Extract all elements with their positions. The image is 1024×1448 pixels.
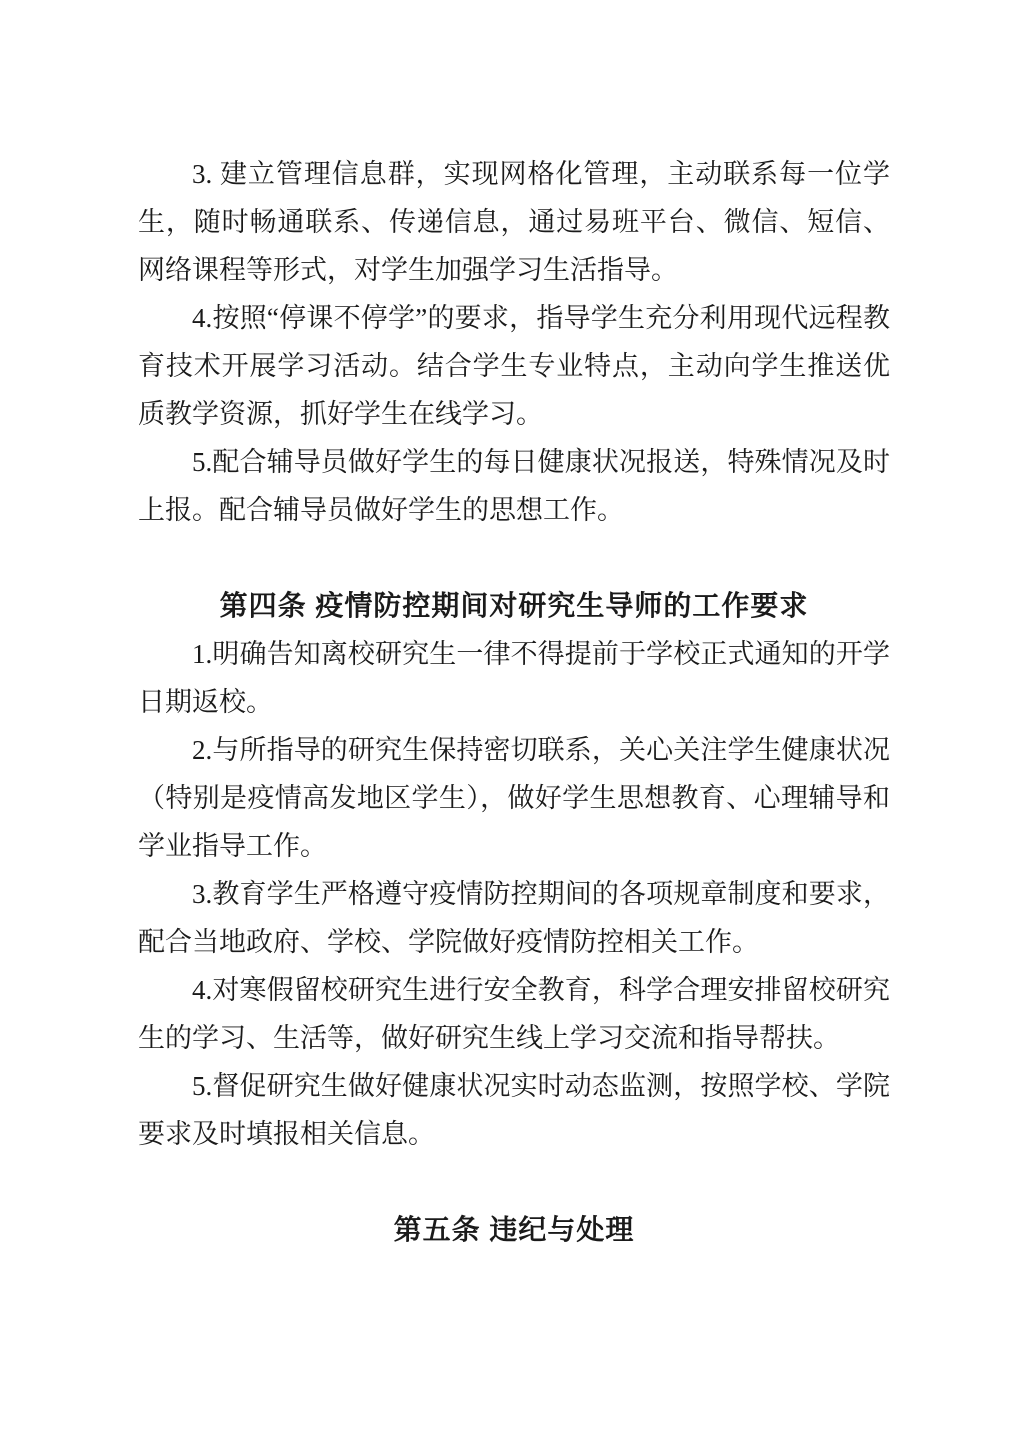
paragraph: 1.明确告知离校研究生一律不得提前于学校正式通知的开学日期返校。 (138, 639, 890, 717)
paragraph: 2.与所指导的研究生保持密切联系，关心关注学生健康状况（特别是疫情高发地区学生），做好学生思想教育、心理辅导和学业指导工作。 (138, 735, 890, 861)
document-text-block (138, 150, 890, 1254)
paragraph: 5.督促研究生做好健康状况实时动态监测，按照学校、学院要求及时填报相关信息。 (138, 1071, 890, 1149)
section-heading-article-5: 第五条 违纪与处理 (393, 1214, 635, 1245)
paragraph: 4.按照“停课不停学”的要求，指导学生充分利用现代远程教育技术开展学习活动。结合学生专业特点，主动向学生推送优质教学资源，抓好学生在线学习。 (138, 303, 890, 429)
section-heading-article-4: 第四条 疫情防控期间对研究生导师的工作要求 (219, 590, 809, 621)
paragraph: 3. 建立管理信息群，实现网格化管理，主动联系每一位学生，随时畅通联系、传递信息，通过易班平台、微信、短信、网络课程等形式，对学生加强学习生活指导。 (138, 159, 890, 285)
paragraph: 3.教育学生严格遵守疫情防控期间的各项规章制度和要求，配合当地政府、学校、学院做好疫情防控相关工作。 (138, 879, 890, 957)
paragraph: 4.对寒假留校研究生进行安全教育，科学合理安排留校研究生的学习、生活等，做好研究生线上学习交流和指导帮扶。 (138, 975, 890, 1053)
paragraph: 5.配合辅导员做好学生的每日健康状况报送，特殊情况及时上报。配合辅导员做好学生的思想工作。 (138, 447, 890, 525)
